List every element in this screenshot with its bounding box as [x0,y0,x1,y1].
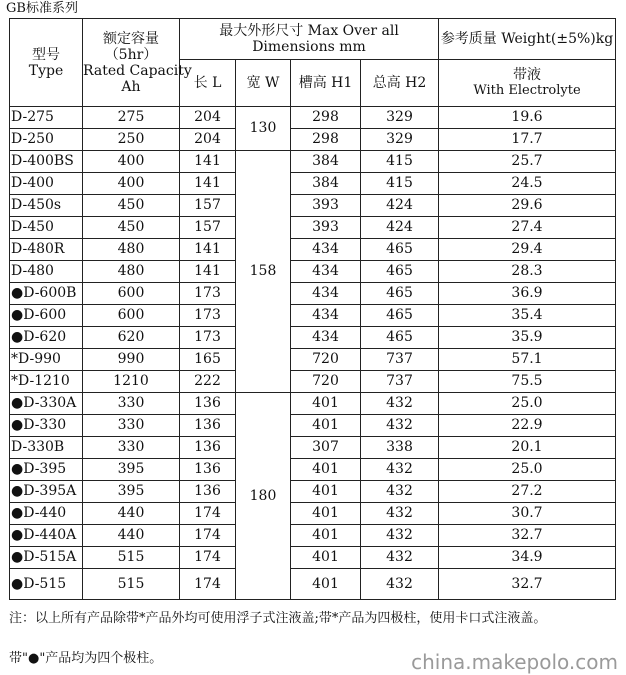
cell-weight: 34.9 [439,547,616,569]
cell-h1: 401 [291,569,361,600]
cell-h1: 434 [291,305,361,327]
cell-capacity: 450 [83,195,180,217]
cell-h2: 465 [361,283,439,305]
cell-h1: 401 [291,525,361,547]
cell-h1: 401 [291,459,361,481]
cell-h1: 720 [291,371,361,393]
cell-h2: 465 [361,327,439,349]
header-capacity-en: Rated Capacity [83,62,192,79]
table-row [10,129,616,151]
cell-h1: 434 [291,261,361,283]
cell-h2: 329 [361,107,439,129]
cell-weight: 35.4 [439,305,616,327]
cell-model: D-480 [10,261,83,283]
cell-h2: 432 [361,459,439,481]
cell-length: 141 [180,151,236,173]
battery-spec-table [9,18,616,600]
cell-h2: 329 [361,129,439,151]
cell-h2: 432 [361,393,439,415]
cell-model: *D-990 [10,349,83,371]
table-row [10,239,616,261]
cell-capacity: 275 [83,107,180,129]
cell-capacity: 400 [83,173,180,195]
cell-h2: 465 [361,239,439,261]
cell-weight: 57.1 [439,349,616,371]
cell-length: 174 [180,569,236,600]
header-h1: 槽高 H1 [291,60,361,107]
cell-model: *D-1210 [10,371,83,393]
cell-length: 136 [180,437,236,459]
header-with-electrolyte [439,60,616,107]
cell-h1: 401 [291,393,361,415]
cell-length: 173 [180,305,236,327]
cell-h1: 434 [291,327,361,349]
cell-h2: 432 [361,547,439,569]
header-model-cn: 型号 [32,46,60,63]
watermark: china.makepolo.com [411,650,618,674]
header-capacity-hr: （5hr） [104,46,158,63]
cell-h2: 338 [361,437,439,459]
cell-capacity: 480 [83,261,180,283]
cell-h1: 307 [291,437,361,459]
header-capacity [83,19,192,107]
cell-h1: 720 [291,349,361,371]
cell-capacity: 515 [83,569,180,600]
table-row [10,525,616,547]
cell-h1: 384 [291,151,361,173]
cell-capacity: 395 [83,481,180,503]
cell-h2: 432 [361,481,439,503]
cell-length: 157 [180,195,236,217]
cell-length: 173 [180,283,236,305]
cell-model: ●D-600B [10,283,83,305]
cell-model: ●D-440A [10,525,83,547]
cell-capacity: 515 [83,547,180,569]
cell-h1: 401 [291,547,361,569]
cell-capacity: 440 [83,525,180,547]
table-body [10,107,616,600]
cell-capacity: 330 [83,415,180,437]
cell-weight: 29.4 [439,239,616,261]
cell-width-group: 180 [236,393,291,600]
cell-h2: 737 [361,349,439,371]
cell-h1: 384 [291,173,361,195]
cell-model: ●D-330 [10,415,83,437]
cell-model: D-250 [10,129,83,151]
header-capacity-cn: 额定容量 [103,30,159,47]
cell-weight: 19.6 [439,107,616,129]
cell-length: 222 [180,371,236,393]
cell-weight: 75.5 [439,371,616,393]
table-row [10,481,616,503]
table-row [10,107,616,129]
cell-h2: 465 [361,305,439,327]
header-with-electrolyte-en: With Electrolyte [473,83,581,98]
cell-model: D-330B [10,437,83,459]
cell-weight: 20.1 [439,437,616,459]
cell-h1: 401 [291,415,361,437]
cell-capacity: 450 [83,217,180,239]
cell-weight: 32.7 [439,525,616,547]
cell-capacity: 480 [83,239,180,261]
table-row [10,261,616,283]
cell-model: ●D-515A [10,547,83,569]
cell-capacity: 600 [83,305,180,327]
cell-model: D-480R [10,239,83,261]
cell-h1: 298 [291,129,361,151]
cell-h2: 415 [361,173,439,195]
cell-length: 141 [180,239,236,261]
header-model-en: Type [28,62,64,79]
cell-h2: 465 [361,261,439,283]
cell-h2: 424 [361,195,439,217]
cell-capacity: 600 [83,283,180,305]
cell-weight: 35.9 [439,327,616,349]
cell-weight: 28.3 [439,261,616,283]
header-width: 宽 W [236,60,291,107]
table-row [10,327,616,349]
cell-model: D-400 [10,173,83,195]
header-capacity-unit: Ah [121,78,141,95]
table-row [10,415,616,437]
table-row [10,151,616,173]
cell-h2: 432 [361,569,439,600]
cell-length: 136 [180,415,236,437]
cell-length: 141 [180,261,236,283]
cell-h1: 401 [291,503,361,525]
cell-weight: 30.7 [439,503,616,525]
cell-model: D-400BS [10,151,83,173]
cell-weight: 22.9 [439,415,616,437]
header-h2: 总高 H2 [361,60,439,107]
cell-capacity: 395 [83,459,180,481]
cell-h1: 434 [291,283,361,305]
cell-weight: 25.7 [439,151,616,173]
cell-length: 157 [180,217,236,239]
cell-length: 173 [180,327,236,349]
cell-h2: 424 [361,217,439,239]
header-dimensions: 最大外形尺寸 Max Over all Dimensions mm [180,19,439,60]
cell-model: ●D-440 [10,503,83,525]
cell-capacity: 1210 [83,371,180,393]
cell-h2: 432 [361,503,439,525]
cell-length: 165 [180,349,236,371]
cell-width-group: 158 [236,151,291,393]
cell-weight: 17.7 [439,129,616,151]
cell-model: ●D-600 [10,305,83,327]
header-length: 长 L [180,60,236,107]
cell-capacity: 330 [83,437,180,459]
table-row [10,371,616,393]
table-row [10,503,616,525]
cell-length: 136 [180,481,236,503]
header-model [10,19,83,107]
cell-model: ●D-515 [10,569,83,600]
header-weight: 参考质量 Weight(±5%)kg [439,19,616,60]
cell-length: 174 [180,547,236,569]
table-row [10,173,616,195]
cell-width-group: 130 [236,107,291,151]
cell-length: 141 [180,173,236,195]
cell-weight: 32.7 [439,569,616,600]
table-row [10,349,616,371]
cell-weight: 27.2 [439,481,616,503]
cell-length: 136 [180,393,236,415]
footnote-1: 注：以上所有产品除带*产品外均可使用浮子式注液盖;带*产品为四极柱，使用卡口式注液盖。 [9,611,547,626]
cell-length: 174 [180,525,236,547]
cell-length: 204 [180,107,236,129]
table-row [10,569,616,600]
table-row [10,437,616,459]
cell-capacity: 990 [83,349,180,371]
cell-capacity: 620 [83,327,180,349]
cell-weight: 36.9 [439,283,616,305]
table-row [10,217,616,239]
cell-length: 174 [180,503,236,525]
table-row [10,393,616,415]
cell-h2: 432 [361,525,439,547]
cell-capacity: 250 [83,129,180,151]
cell-weight: 24.5 [439,173,616,195]
cell-weight: 25.0 [439,459,616,481]
cell-model: ●D-620 [10,327,83,349]
cell-h1: 393 [291,195,361,217]
table-row [10,283,616,305]
cell-h2: 415 [361,151,439,173]
table-caption: GB标准系列 [6,1,78,16]
table-row [10,459,616,481]
table-row [10,195,616,217]
cell-model: D-275 [10,107,83,129]
cell-length: 204 [180,129,236,151]
cell-length: 136 [180,459,236,481]
header-with-electrolyte-cn: 带液 [513,67,541,83]
cell-weight: 29.6 [439,195,616,217]
cell-weight: 27.4 [439,217,616,239]
cell-h1: 298 [291,107,361,129]
cell-h1: 434 [291,239,361,261]
cell-h2: 432 [361,415,439,437]
cell-model: ●D-395 [10,459,83,481]
table-row [10,547,616,569]
cell-h1: 393 [291,217,361,239]
cell-capacity: 400 [83,151,180,173]
cell-capacity: 330 [83,393,180,415]
cell-model: ●D-330A [10,393,83,415]
cell-h1: 401 [291,481,361,503]
table-row [10,305,616,327]
cell-h2: 737 [361,371,439,393]
cell-weight: 25.0 [439,393,616,415]
footnote-2: 带"●"产品均为四个极柱。 [9,651,163,666]
cell-model: D-450 [10,217,83,239]
cell-capacity: 440 [83,503,180,525]
cell-model: ●D-395A [10,481,83,503]
cell-model: D-450s [10,195,83,217]
